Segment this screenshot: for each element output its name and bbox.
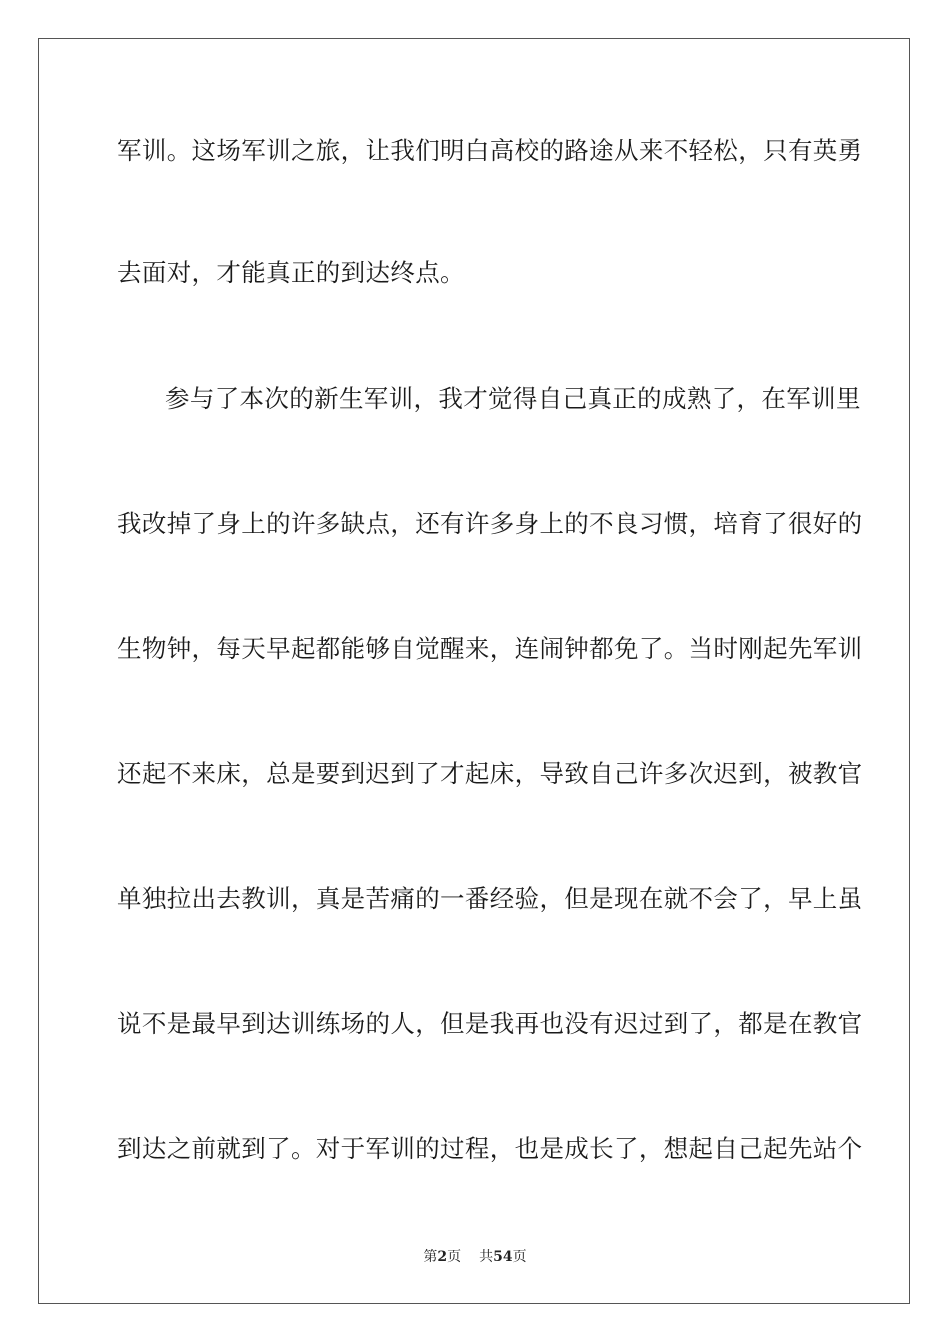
text-line-3: 参与了本次的新生军训，我才觉得自己真正的成熟了，在军训里 — [165, 384, 861, 413]
text-line-8: 说不是最早到达训练场的人，但是我再也没有迟过到了，都是在教官 — [117, 1009, 863, 1038]
text-line-5: 生物钟，每天早起都能够自觉醒来，连闹钟都免了。当时刚起先军训 — [117, 634, 863, 663]
text-line-4: 我改掉了身上的许多缺点，还有许多身上的不良习惯，培育了很好的 — [117, 509, 863, 538]
text-line-9: 到达之前就到了。对于军训的过程，也是成长了，想起自己起先站个 — [117, 1134, 863, 1163]
page-border — [38, 38, 910, 1304]
text-line-1: 军训。这场军训之旅，让我们明白高校的路途从来不轻松，只有英勇 — [117, 136, 863, 165]
text-line-6: 还起不来床，总是要到迟到了才起床，导致自己许多次迟到，被教官 — [117, 759, 863, 788]
text-line-2: 去面对，才能真正的到达终点。 — [117, 258, 465, 287]
page-footer — [0, 1248, 950, 1266]
page-prefix: 第 — [423, 1249, 438, 1265]
page-number: 2 — [437, 1249, 448, 1265]
text-line-7: 单独拉出去教训，真是苦痛的一番经验，但是现在就不会了，早上虽 — [117, 884, 863, 913]
total-prefix: 共 — [479, 1249, 494, 1265]
total-pages: 54 — [493, 1249, 513, 1265]
total-suffix: 页 — [512, 1249, 527, 1265]
page-suffix: 页 — [447, 1249, 462, 1265]
